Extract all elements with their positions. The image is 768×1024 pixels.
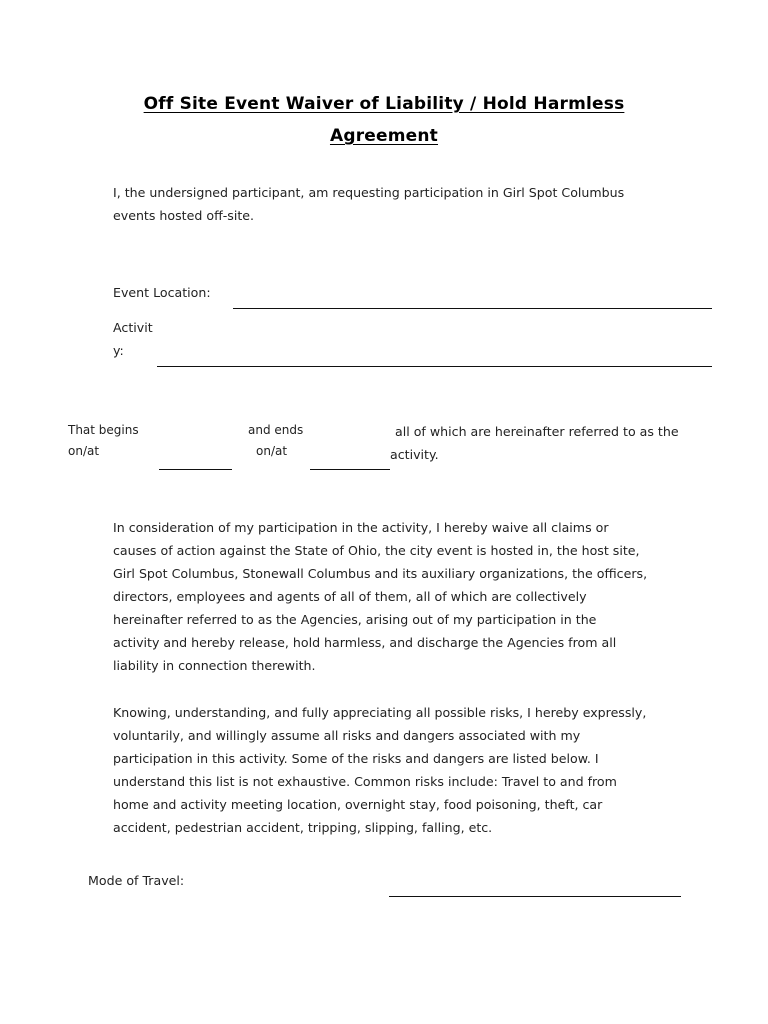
risk-paragraph-line: voluntarily, and willingly assume all risks and dangers associated with my — [113, 728, 581, 743]
mode-of-travel-label: Mode of Travel: — [88, 873, 185, 888]
activity-line[interactable] — [157, 366, 712, 367]
mode-of-travel-line[interactable] — [389, 896, 681, 897]
begins-label-line-2: on/at — [68, 444, 100, 458]
waiver-paragraph-line: Girl Spot Columbus, Stonewall Columbus and its auxiliary organizations, the officers, — [113, 566, 648, 581]
waiver-paragraph-line: causes of action against the State of Ohio, the city event is hosted in, the host site, — [113, 543, 640, 558]
activity-reference-line-2: activity. — [390, 447, 439, 462]
activity-label-line-1: Activit — [113, 320, 153, 335]
risk-paragraph-line: home and activity meeting location, overnight stay, food poisoning, theft, car — [113, 797, 603, 812]
intro-paragraph: I, the undersigned participant, am requesting participation in Girl Spot Columbus events hosted off-site. — [113, 185, 625, 223]
waiver-paragraph-line: liability in connection therewith. — [113, 658, 316, 673]
begins-label-line-1: That begins — [68, 423, 139, 437]
risk-paragraph-line: Knowing, understanding, and fully appreciating all possible risks, I hereby expressly, — [113, 705, 647, 720]
risk-paragraph-line: accident, pedestrian accident, tripping, slipping, falling, etc. — [113, 820, 493, 835]
activity-label-line-2: y: — [113, 343, 124, 358]
ends-date-line[interactable] — [310, 469, 390, 470]
risk-paragraph-line: understand this list is not exhaustive. Common risks include: Travel to and from — [113, 774, 617, 789]
event-location-line[interactable] — [233, 308, 712, 309]
activity-reference-line-1: all of which are hereinafter referred to as the — [395, 424, 679, 439]
ends-label-line-2: on/at — [256, 444, 288, 458]
begins-date-line[interactable] — [159, 469, 232, 470]
waiver-paragraph-line: activity and hereby release, hold harmless, and discharge the Agencies from all — [113, 635, 617, 650]
ends-label-line-1: and ends — [248, 423, 304, 437]
waiver-paragraph-line: hereinafter referred to as the Agencies, arising out of my participation in the — [113, 612, 597, 627]
document-title-line-1: Off Site Event Waiver of Liability / Hold Harmless — [143, 94, 625, 114]
waiver-paragraph-line: In consideration of my participation in the activity, I hereby waive all claims or — [113, 520, 609, 535]
document-title-line-2: Agreement — [329, 126, 439, 146]
waiver-paragraph-line: directors, employees and agents of all of them, all of which are collectively — [113, 589, 587, 604]
risk-paragraph-line: participation in this activity. Some of the risks and dangers are listed below. I — [113, 751, 599, 766]
event-location-label: Event Location: — [113, 285, 211, 300]
